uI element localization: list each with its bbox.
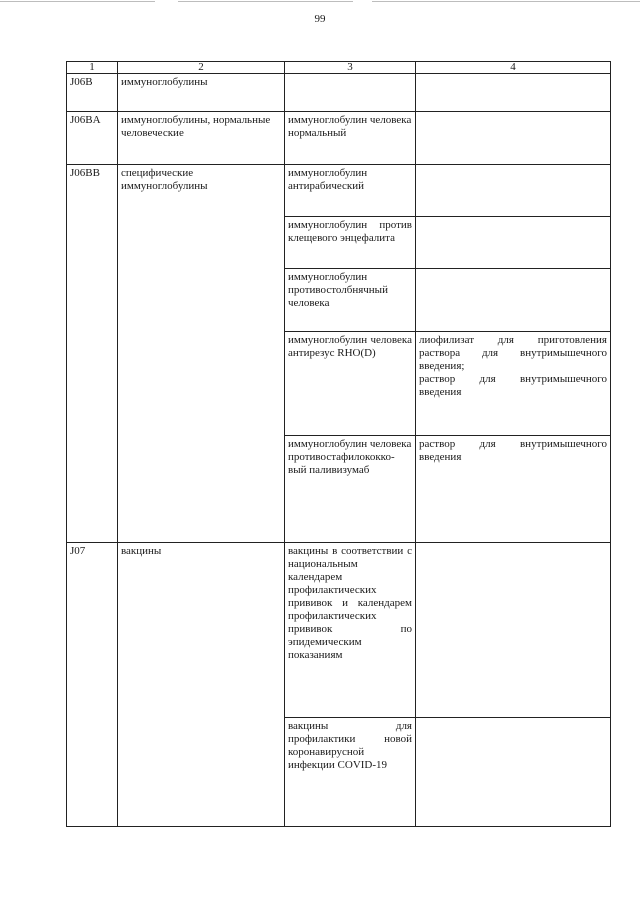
dosage-form-line: раствор для внутримышечного введения [419, 373, 607, 398]
dosage-form-line: лиофилизат для приготовления раствора для внутримышечного введения; [419, 334, 607, 372]
atc-code: J06BA [67, 112, 118, 165]
group-name: иммуноглобулины [118, 74, 285, 112]
table-header-row [67, 62, 611, 74]
dosage-form [416, 269, 611, 332]
dosage-form [416, 217, 611, 269]
drug-name: иммуноглобулин против клещевого энцефалита [285, 217, 416, 269]
drug-name: иммуноглобулин человека нормальный [285, 112, 416, 165]
drug-name: иммуноглобулин противостолбнячный человека [285, 269, 416, 332]
dosage-form [416, 436, 611, 543]
drug-name [285, 74, 416, 112]
group-name: специфические иммуноглобулины [118, 165, 285, 543]
group-name: иммуноглобулины, нормальные человеческие [118, 112, 285, 165]
scan-top-border [0, 1, 640, 3]
atc-code: J06B [67, 74, 118, 112]
drug-table [66, 61, 611, 827]
dosage-form-line: раствор для внутримышечного введения [419, 438, 607, 463]
drug-name: вакцины для профилактики новой коронавирусной инфекции COVID-19 [285, 718, 416, 827]
dosage-form [416, 543, 611, 718]
column-header: 4 [416, 62, 611, 74]
table-row [67, 74, 611, 112]
column-header: 3 [285, 62, 416, 74]
table-row [67, 543, 611, 718]
dosage-form [416, 74, 611, 112]
atc-code: J06BB [67, 165, 118, 543]
dosage-form [416, 718, 611, 827]
drug-name: иммуноглобулин человека противостафилококко-вый паливизумаб [285, 436, 416, 543]
drug-name: иммуноглобулин человека антирезус RHO(D) [285, 332, 416, 436]
page-number: 99 [314, 13, 326, 25]
drug-name: иммуноглобулин антирабический [285, 165, 416, 217]
group-name: вакцины [118, 543, 285, 827]
column-header: 1 [67, 62, 118, 74]
dosage-form [416, 165, 611, 217]
dosage-form [416, 332, 611, 436]
atc-code: J07 [67, 543, 118, 827]
table-row [67, 165, 611, 217]
column-header: 2 [118, 62, 285, 74]
table-row [67, 112, 611, 165]
drug-name: вакцины в соответствии с национальным календарем профилактических прививок и календарем профилактических прививок по эпидемическим показаниям [285, 543, 416, 718]
dosage-form [416, 112, 611, 165]
